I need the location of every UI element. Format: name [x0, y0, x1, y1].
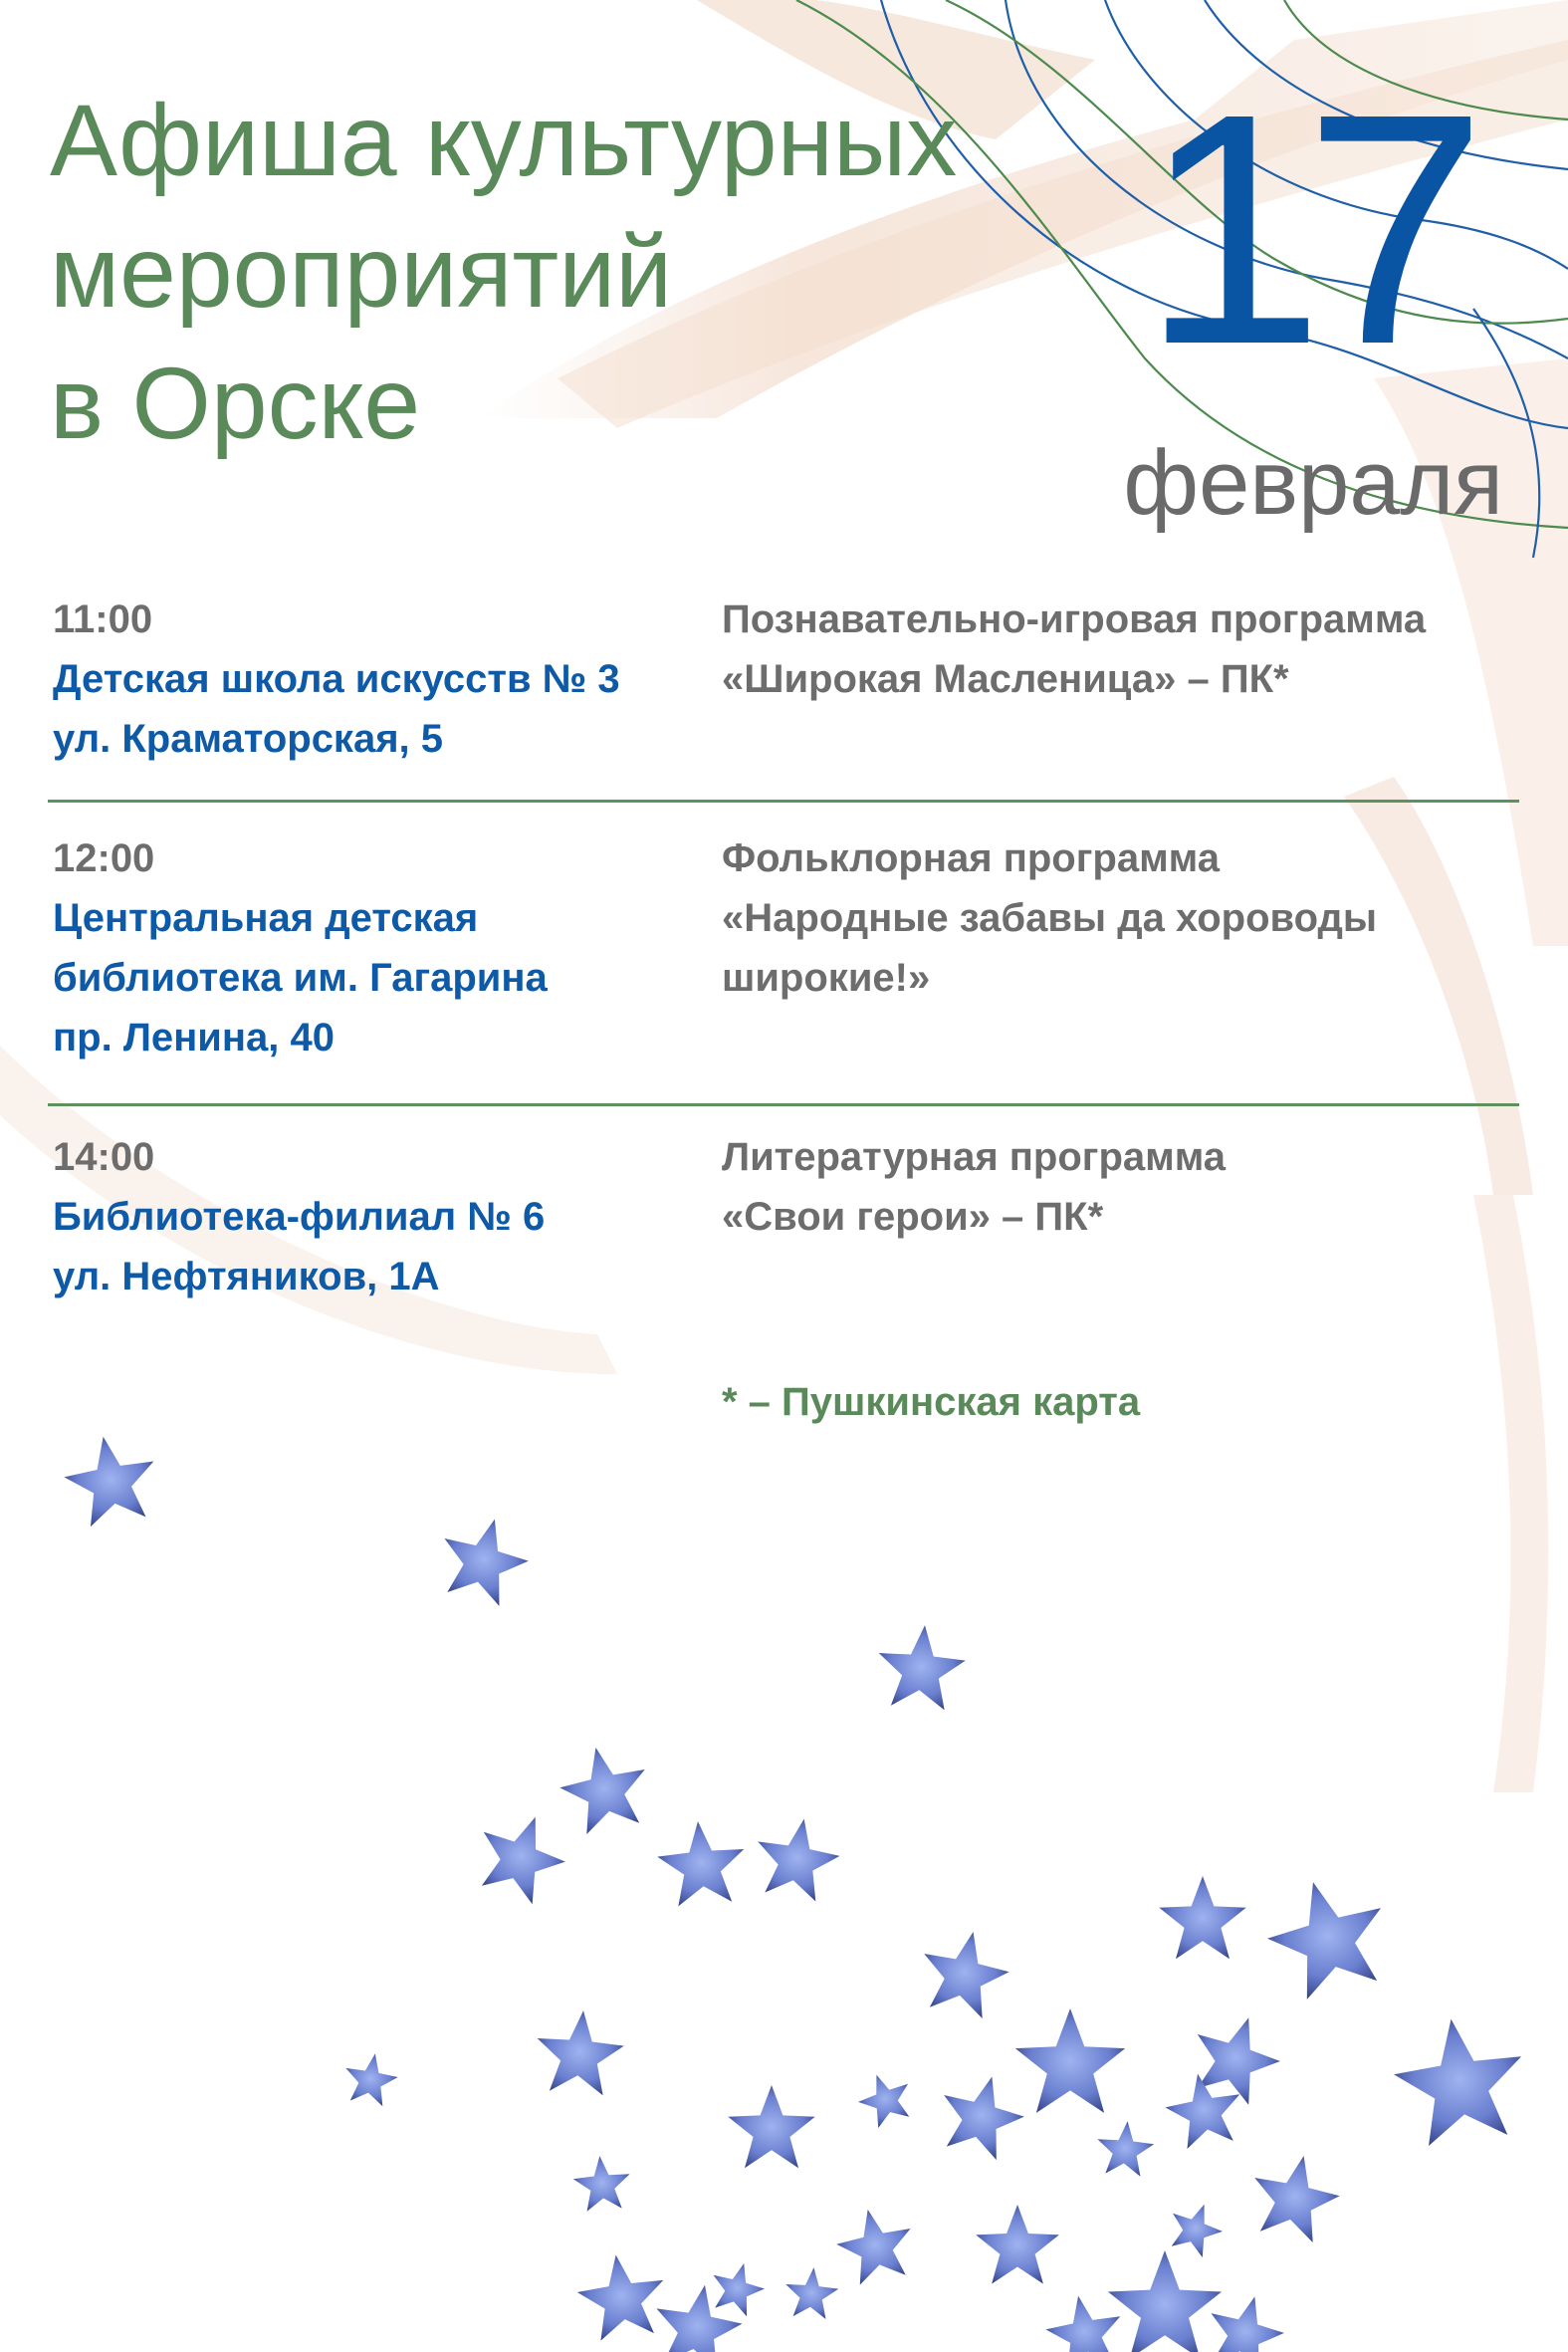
venue-line: Центральная детская [53, 896, 479, 940]
star-icon [874, 1621, 968, 1712]
event-location [53, 1127, 710, 1306]
star-icon [1162, 2196, 1229, 2261]
star-icon [851, 2066, 918, 2132]
venue-line: библиотека им. Гагарина [53, 956, 548, 1000]
star-icon [1256, 1867, 1399, 2005]
star-icon [705, 2256, 770, 2319]
star-icon [533, 2006, 626, 2097]
event-location [53, 828, 710, 1067]
program-line: широкие!» [722, 956, 931, 1000]
venue-line: Детская школа искусств № 3 [53, 657, 620, 701]
event-time: 14:00 [53, 1135, 155, 1179]
event-program [722, 828, 1538, 1008]
event-program [722, 589, 1538, 709]
star-icon [728, 2085, 814, 2168]
event-program [722, 1127, 1538, 1247]
program-line: Литературная программа [722, 1135, 1227, 1179]
star-icon [750, 1811, 845, 1904]
star-icon [931, 2066, 1031, 2165]
program-line: Познавательно-игровая программа [722, 597, 1427, 641]
star-icon [554, 1739, 656, 1838]
venue-line: ул. Краматорская, 5 [53, 717, 444, 761]
program-line: Фольклорная программа [722, 836, 1220, 880]
venue-line: пр. Ленина, 40 [53, 1016, 336, 1059]
poster-title [50, 75, 1065, 469]
row-separator [48, 1103, 1519, 1106]
program-line: «Широкая Масленица» – ПК* [722, 657, 1289, 701]
title-line: Афиша культурных [50, 84, 958, 197]
star-icon [59, 1429, 163, 1529]
event-location [53, 589, 710, 769]
star-icon [340, 2049, 401, 2108]
event-time: 12:00 [53, 836, 155, 880]
footnote [722, 1372, 1140, 1432]
program-line: «Народные забавы да хороводы [722, 896, 1378, 940]
star-icon [831, 2202, 920, 2288]
star-icon [976, 2205, 1059, 2284]
date-month: февраля [1123, 432, 1503, 534]
star-icon [466, 1802, 576, 1910]
title-line: мероприятий [50, 215, 673, 329]
star-icon [1387, 2010, 1531, 2150]
star-icon [784, 2265, 840, 2320]
star-icon [431, 1508, 537, 1610]
program-line: «Свои герои» – ПК* [722, 1195, 1104, 1239]
title-line: в Орске [50, 347, 421, 460]
star-icon [654, 1817, 748, 1908]
star-icon [1244, 2147, 1347, 2246]
star-icon [914, 1923, 1016, 2022]
footnote-text: * – Пушкинская карта [722, 1380, 1141, 1424]
event-time: 11:00 [53, 597, 153, 641]
venue-line: ул. Нефтяников, 1А [53, 1255, 440, 1298]
row-separator [48, 800, 1519, 803]
star-icon [1041, 2289, 1128, 2352]
star-icon [1108, 2250, 1222, 2352]
date-day: 17 [1141, 45, 1467, 412]
star-icon [1094, 2119, 1156, 2178]
star-icon [1159, 1876, 1245, 1959]
star-icon [572, 2248, 670, 2343]
star-icon [571, 2154, 633, 2213]
star-icon [1015, 2008, 1125, 2113]
venue-line: Библиотека-филиал № 6 [53, 1195, 546, 1239]
